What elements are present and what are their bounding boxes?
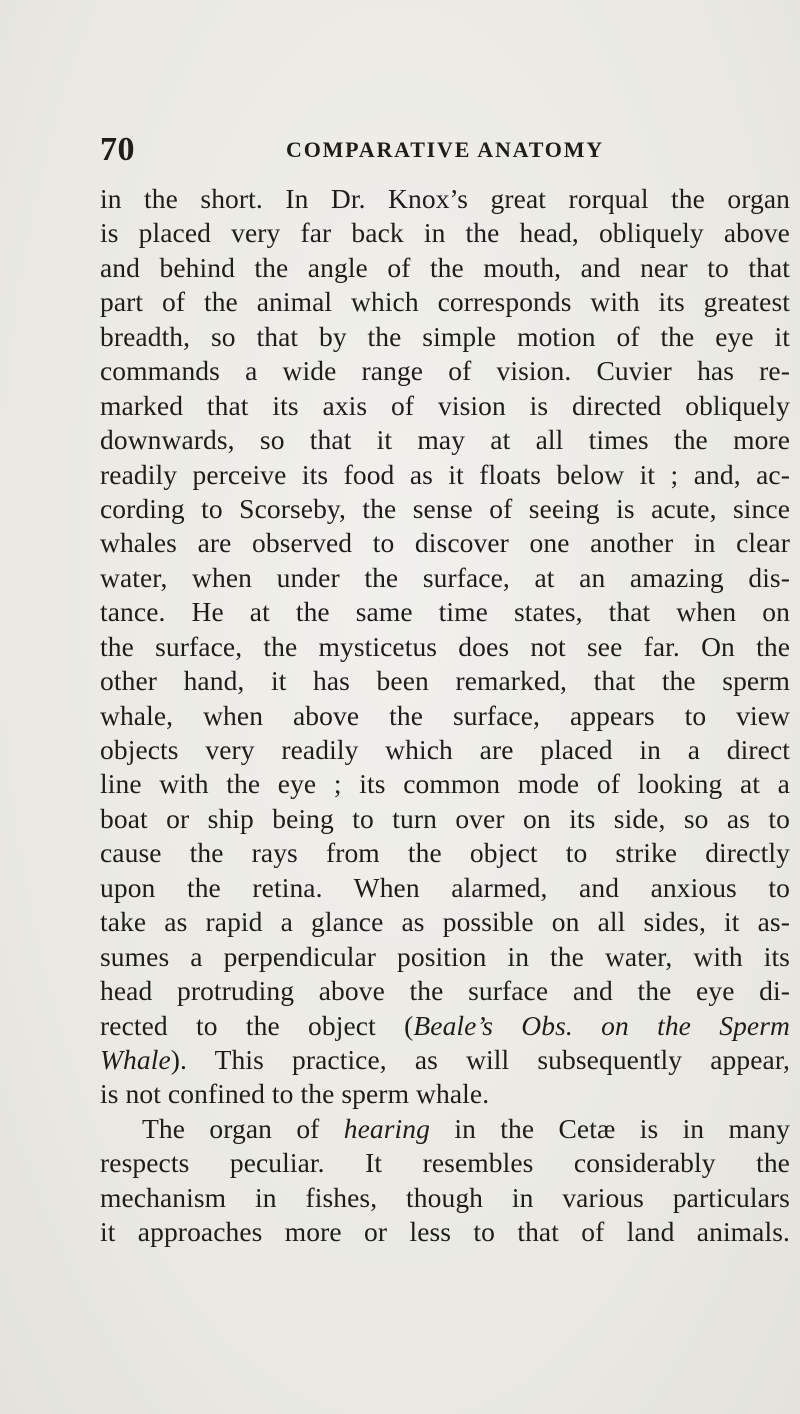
text-line: the surface, the mysticetus does not see far. On the xyxy=(100,630,790,662)
text-line: boat or ship being to turn over on its side, so as to xyxy=(100,802,790,834)
text-line: and behind the angle of the mouth, and near to that xyxy=(100,251,790,283)
text-line: tance. He at the same time states, that when on xyxy=(100,596,790,628)
text-run: ). This practice, as will subsequently appear, xyxy=(170,1043,790,1075)
italic-citation: Beale’s Obs. on the Sperm xyxy=(413,1009,791,1041)
text-line: is placed very far back in the head, obliquely above xyxy=(100,217,790,249)
text-line: upon the retina. When alarmed, and anxious to xyxy=(100,871,790,903)
text-line: mechanism in fishes, though in various particulars xyxy=(100,1181,790,1213)
text-line: head protruding above the surface and the eye di- xyxy=(100,975,790,1007)
text-line: readily perceive its food as it floats below it ; and, ac- xyxy=(100,458,790,490)
running-head-title: COMPARATIVE ANATOMY xyxy=(286,137,604,162)
paragraph-start-line xyxy=(100,1112,790,1146)
text-line: objects very readily which are placed in a direct xyxy=(100,734,790,765)
text-line: line with the eye ; its common mode of looking at a xyxy=(100,768,790,800)
text-line: in the short. In Dr. Knox’s great rorqual the organ xyxy=(100,183,790,214)
text-line xyxy=(100,1043,790,1077)
text-line: downwards, so that it may at all times the more xyxy=(100,424,790,456)
text-line: breadth, so that by the simple motion of the eye it xyxy=(100,320,790,352)
text-line: sumes a perpendicular position in the water, with its xyxy=(100,940,790,972)
body-text xyxy=(100,182,790,1250)
text-run: rected to the object ( xyxy=(100,1009,414,1041)
text-line: cording to Scorseby, the sense of seeing is acute, since xyxy=(100,492,790,524)
text-line: cause the rays from the object to strike directly xyxy=(100,837,790,869)
text-line: whale, when above the surface, appears to view xyxy=(100,699,790,731)
italic-citation: Whale xyxy=(100,1043,171,1075)
text-line: it approaches more or less to that of land animals. xyxy=(100,1216,790,1248)
page-number: 70 xyxy=(100,131,135,168)
text-line: water, when under the surface, at an amazing dis- xyxy=(100,561,790,593)
text-line xyxy=(100,1009,790,1043)
page-header xyxy=(100,128,734,172)
italic-term: hearing xyxy=(343,1112,430,1144)
text-line: whales are observed to discover one another in clear xyxy=(100,527,790,559)
text-run: The organ of xyxy=(142,1112,344,1144)
text-line: take as rapid a glance as possible on all sides, it as- xyxy=(100,906,790,938)
text-line: respects peculiar. It resembles considerably the xyxy=(100,1147,790,1179)
paragraph-end-line: is not confined to the sperm whale. xyxy=(100,1078,490,1110)
text-run: in the Cetæ is in many xyxy=(430,1112,790,1144)
text-line: marked that its axis of vision is directed obliquely xyxy=(100,389,790,421)
text-line: other hand, it has been remarked, that the sperm xyxy=(100,665,790,697)
text-line: part of the animal which corresponds with its greatest xyxy=(100,286,790,318)
text-line: commands a wide range of vision. Cuvier has re- xyxy=(100,355,790,387)
